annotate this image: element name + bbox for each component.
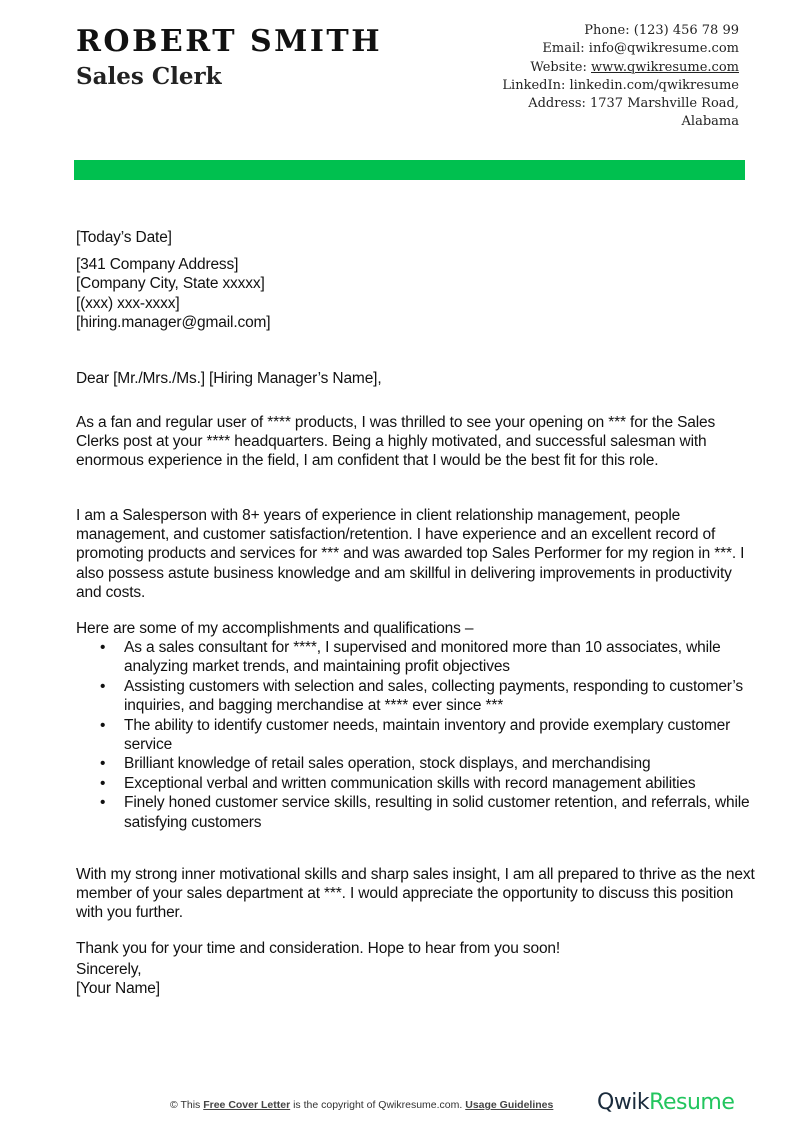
list-item-text: Exceptional verbal and written communication skills with record management abilities [124, 774, 696, 792]
signature-block [76, 960, 756, 999]
website-link[interactable]: www.qwikresume.com [591, 59, 739, 75]
contact-linkedin: LinkedIn: linkedin.com/qwikresume [502, 77, 739, 93]
list-item [76, 774, 756, 793]
contact-address-line2: Alabama [681, 114, 739, 130]
usage-guidelines-link[interactable]: Usage Guidelines [465, 1099, 554, 1111]
contact-phone: Phone: (123) 456 78 99 [584, 23, 739, 38]
logo-text-qwik: Qwik [597, 1090, 650, 1115]
list-item [76, 677, 756, 716]
list-item-text: Assisting customers with selection and sales, collecting payments, responding to customer’s inquiries, and bagging merchandise at **** ever since *** [124, 677, 743, 715]
qwikresume-logo[interactable] [597, 1089, 734, 1117]
list-item-text: As a sales consultant for ****, I supervised and monitored more than 10 associates, while analyzing market trends, and maintaining profit objectives [124, 639, 721, 676]
list-item-text: Brilliant knowledge of retail sales operation, stock displays, and merchandising [124, 755, 651, 773]
contact-email: Email: info@qwikresume.com [542, 41, 739, 57]
footer-middle: is the copyright of Qwikresume.com. [290, 1099, 466, 1111]
paragraph-closing: With my strong inner motivational skills and sharp sales insight, I am all prepared to thrive as the next member of your sales department at ***. I would appreciate the opportunity to discuss this position with you further. [76, 865, 755, 922]
bullet-icon: • [100, 755, 106, 773]
bullet-icon: • [100, 639, 106, 656]
list-item [76, 793, 756, 832]
contact-address-line1: Address: 1737 Marshville Road, [528, 96, 739, 112]
logo-text-resume: Resume [649, 1090, 735, 1115]
recipient-address-block [76, 255, 756, 333]
recipient-city-state: [Company City, State xxxxx] [76, 275, 265, 293]
salutation: Dear [Mr./Mrs./Ms.] [Hiring Manager’s Name], [76, 370, 382, 387]
list-item [76, 754, 756, 773]
accomplishments-list [76, 638, 756, 832]
bullet-icon: • [100, 716, 106, 734]
bullet-icon: • [100, 774, 106, 792]
paragraph-experience: I am a Salesperson with 8+ years of experience in client relationship management, people management, and customer satisfaction/retention. I have experience and an excellent record of promoting products and services for *** and was awarded top Sales Performer for my region in ***. I also possess astute business knowledge and am skillful in delivering improvements in productivity and costs. [76, 506, 745, 602]
list-item [76, 716, 756, 755]
sign-off: Sincerely, [76, 961, 142, 978]
website-label: Website: [530, 59, 591, 75]
free-cover-letter-link[interactable]: Free Cover Letter [203, 1099, 291, 1111]
paragraph-accomplishments-intro: Here are some of my accomplishments and qualifications – [76, 619, 474, 637]
recipient-phone: [(xxx) xxx-xxxx] [76, 294, 180, 312]
applicant-job-title: Sales Clerk [76, 63, 222, 90]
letter-date: [Today’s Date] [76, 229, 172, 246]
applicant-name: ROBERT SMITH [76, 24, 383, 59]
bullet-icon: • [100, 794, 106, 812]
recipient-email: [hiring.manager@gmail.com] [76, 314, 271, 332]
list-item-text: Finely honed customer service skills, resulting in solid customer retention, and referrals, while satisfying customers [124, 794, 750, 831]
footer-prefix: © This [170, 1099, 204, 1111]
contact-website [502, 59, 739, 77]
list-item-text: The ability to identify customer needs, maintain inventory and provide exemplary customer service [124, 716, 731, 754]
thanks-line: Thank you for your time and consideration. Hope to hear from you soon! [76, 939, 561, 957]
copyright-footer [170, 1099, 553, 1111]
list-item [76, 638, 756, 677]
signature-name: [Your Name] [76, 980, 160, 998]
accent-divider-bar [74, 160, 745, 180]
paragraph-intro: As a fan and regular user of **** products, I was thrilled to see your opening on *** for the Sales Clerks post at your **** headquarters. Being a highly motivated, and successful salesman with enormous experience in the field, I am confident that I would be the best fit for this role. [76, 413, 716, 470]
recipient-address: [341 Company Address] [76, 256, 239, 273]
bullet-icon: • [100, 677, 106, 695]
contact-block [502, 22, 739, 132]
